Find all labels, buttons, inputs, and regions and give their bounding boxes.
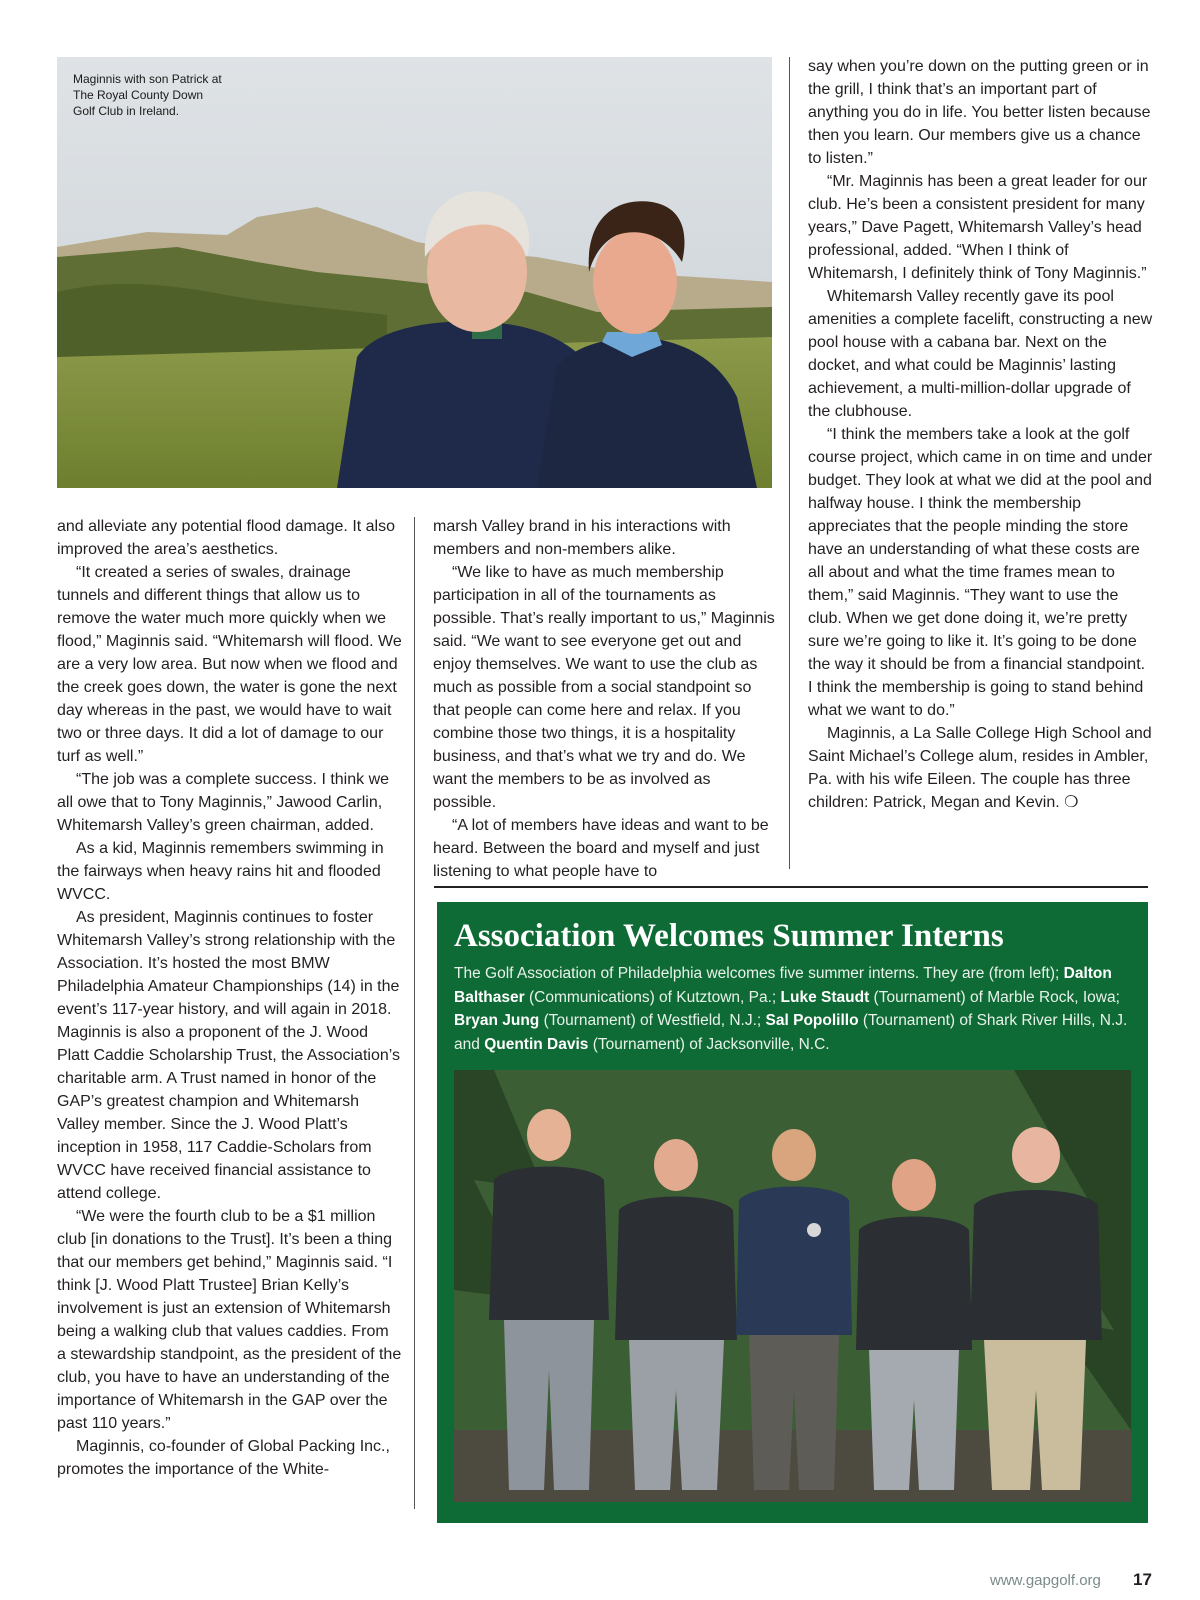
closing-paragraph: Maginnis, a La Salle College High School and Saint Michael’s College alum, resides in Ambler, Pa. with his wife Eileen. The couple has three children: Patrick, Megan and Kevin. bbox=[808, 725, 1152, 811]
paragraph bbox=[808, 722, 1153, 814]
paragraph: “I think the members take a look at the golf course project, which came in on time and under budget. They look at what we did at the pool and halfway house. I think the membership appreciates that the people minding the store have an understanding of what these costs are all about and what the time frames mean to them,” said Maginnis. “They want to use the club. When we get done doing it, we’re pretty sure we’re going to like it. It’s going to be done the way it should be from a financial standpoint. I think the membership is going to stand behind what we want to do.” bbox=[808, 426, 1153, 719]
sidebar-intro: The Golf Association of Philadelphia welcomes five summer interns. They are (from left); bbox=[454, 965, 1060, 982]
golf-course-illustration bbox=[57, 57, 772, 488]
paragraph: “Mr. Maginnis has been a great leader for our club. He’s been a consistent president for many years,” Dave Pagett, Whitemarsh Valley’s head professional, added. “When I think of Whitemarsh, I definitely think of Tony Maginnis.” bbox=[808, 173, 1148, 282]
paragraph: As a kid, Maginnis remembers swimming in the fairways when heavy rains hit and flooded WVCC. bbox=[57, 840, 384, 903]
photo-caption: Maginnis with son Patrick at The Royal County Down Golf Club in Ireland. bbox=[73, 72, 222, 118]
end-mark-icon: ❍ bbox=[1064, 794, 1079, 811]
maginnis-photo bbox=[57, 57, 772, 488]
paragraph: Whitemarsh Valley recently gave its pool amenities a complete facelift, constructing a new pool house with a cabana bar. Next on the docket, and what could be Maginnis’ lasting achievement, a multi-million-dollar upgrade of the clubhouse. bbox=[808, 288, 1153, 420]
sidebar-text bbox=[454, 962, 1138, 1056]
paragraph: “It created a series of swales, drainage tunnels and different things that allow us to remove the water much more quickly when we flood,” Maginnis said. “Whitemarsh will flood. We are a very low area. But now when we flood and the creek goes down, the water is gone the next day whereas in the past, we would have to wait two or three days. It did a lot of damage to our turf as well.” bbox=[57, 564, 402, 765]
article-column-1 bbox=[57, 515, 402, 1481]
paragraph: “A lot of members have ideas and want to be heard. Between the board and myself and just listening to what people have to bbox=[433, 817, 769, 880]
paragraph: Maginnis, co-founder of Global Packing Inc., promotes the importance of the White- bbox=[57, 1438, 390, 1478]
intern-detail: (Tournament) of Marble Rock, Iowa; bbox=[873, 988, 1120, 1006]
column-divider bbox=[414, 517, 415, 1509]
intern-name: Dalton Balthaser bbox=[454, 965, 1112, 1006]
intern-detail: (Communications) of Kutztown, Pa.; bbox=[528, 988, 777, 1006]
paragraph: say when you’re down on the putting green or in the grill, I think that’s an important part of anything you do in life. You better listen because then you learn. Our members give us a chance to listen.” bbox=[808, 58, 1151, 167]
interns-sidebar bbox=[437, 902, 1148, 1523]
intern-detail: (Tournament) of Westfield, N.J.; bbox=[543, 1012, 762, 1029]
article-column-3 bbox=[808, 55, 1153, 814]
footer-url[interactable]: www.gapgolf.org bbox=[990, 1572, 1101, 1589]
interns-group-illustration bbox=[454, 1070, 1131, 1502]
interns-photo bbox=[454, 1070, 1131, 1502]
paragraph: marsh Valley brand in his interactions with members and non-members alike. bbox=[433, 518, 731, 558]
paragraph: “The job was a complete success. I think we all owe that to Tony Maginnis,” Jawood Carlin, Whitemarsh Valley’s green chairman, added. bbox=[57, 771, 390, 834]
paragraph: “We were the fourth club to be a $1 million club [in donations to the Trust]. It’s been a thing that our members get behind,” Maginnis said. “I think [J. Wood Platt Trustee] Brian Kelly’s involvement is just an extension of Whitemarsh being a walking club that values caddies. From a stewardship standpoint, as the president of the club, you have to have an understanding of the importance of Whitemarsh in the GAP over the past 110 years.” bbox=[57, 1208, 402, 1432]
intern-name: Quentin Davis bbox=[484, 1035, 589, 1053]
intern-name: Bryan Jung bbox=[454, 1012, 540, 1029]
article-column-2 bbox=[433, 515, 775, 883]
paragraph: As president, Maginnis continues to foster Whitemarsh Valley’s strong relationship with the Association. It’s hosted the most BMW Philadelphia Amateur Championships (14) in the event’s 117-year history, and will again in 2018. Maginnis is also a proponent of the J. Wood Platt Caddie Scholarship Trust, the Association’s charitable arm. A Trust named in honor of the GAP’s greatest champion and Whitemarsh Valley member. Since the J. Wood Platt’s inception in 1958, 117 Caddie-Scholars from WVCC have received financial assistance to attend college. bbox=[57, 909, 400, 1202]
page-number: 17 bbox=[1133, 1570, 1152, 1589]
intern-detail: (Tournament) of Jacksonville, N.C. bbox=[592, 1035, 830, 1053]
intern-name: Sal Popolillo bbox=[765, 1012, 859, 1029]
intern-detail: (Tournament) of Shark River Hills, N.J. and bbox=[454, 1012, 1128, 1053]
section-rule bbox=[434, 886, 1148, 888]
sidebar-title: Association Welcomes Summer Interns bbox=[454, 918, 1004, 954]
paragraph: “We like to have as much membership participation in all of the tournaments as possible. That’s really important to us,” Maginnis said. “We want to see everyone get out and enjoy themselves. We want to use the club as much as possible from a social standpoint so that people can come here and relax. If you combine those two things, it is a hospitality business, and that’s what we try and do. We want the members to be as involved as possible. bbox=[433, 564, 775, 811]
paragraph: and alleviate any potential flood damage. It also improved the area’s aesthetics. bbox=[57, 518, 396, 558]
column-divider bbox=[789, 57, 790, 869]
intern-name: Luke Staudt bbox=[780, 988, 870, 1006]
